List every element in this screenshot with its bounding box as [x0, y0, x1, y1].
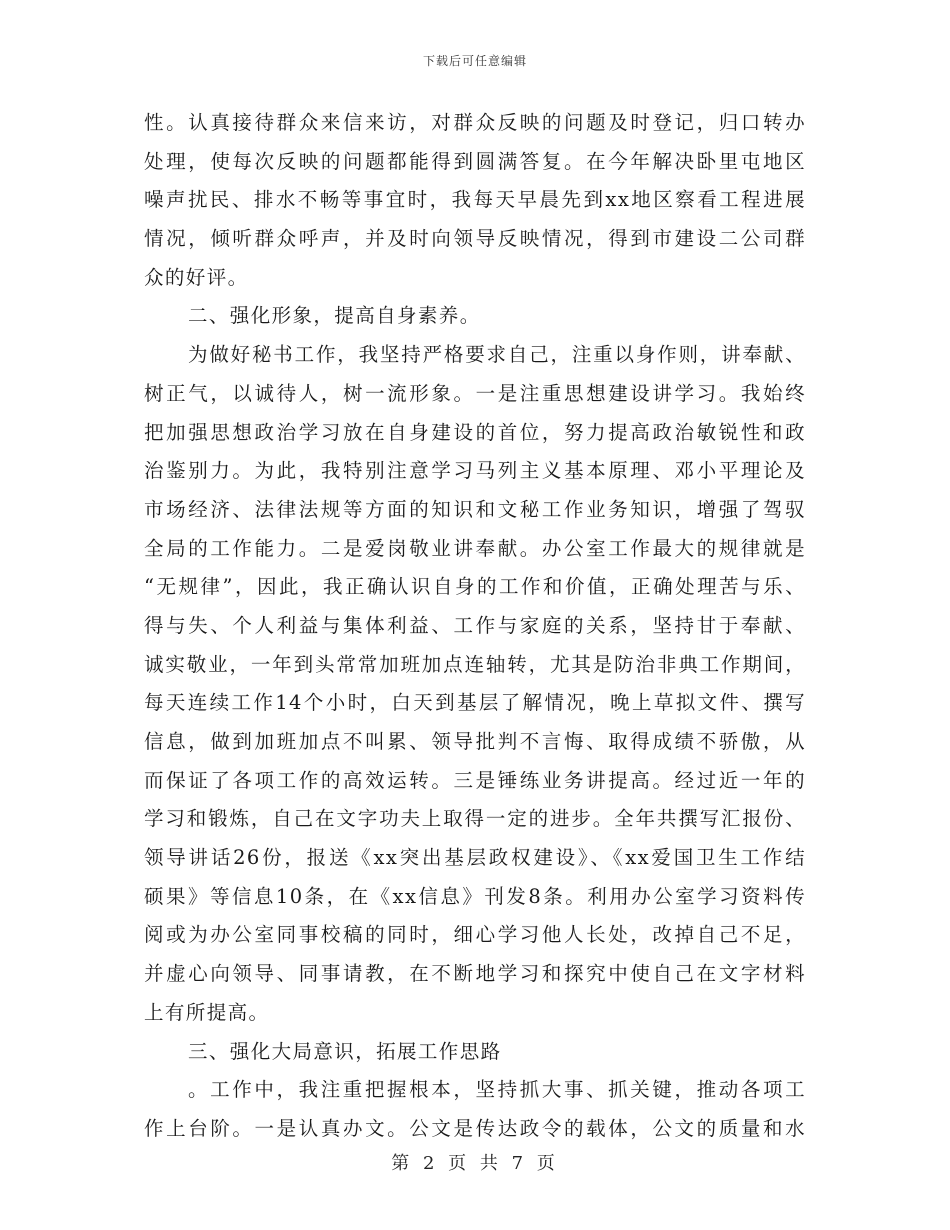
paragraph-line: 学习和锻炼，自己在文字功夫上取得一定的进步。全年共撰写汇报份、 — [144, 807, 806, 831]
paragraph-line: 。工作中，我注重把握根本，坚持抓大事、抓关键，推动各项工 — [188, 1078, 806, 1102]
paragraph-line: 情况，倾听群众呼声，并及时向领导反映情况，得到市建设二公司群 — [144, 227, 806, 251]
page-number: 第 2 页 共 7 页 — [391, 1153, 559, 1174]
paragraph-line: 领导讲话26份，报送《xx突出基层政权建设》、《xx爱国卫生工作结 — [144, 846, 806, 870]
paragraph-line: 处理，使每次反映的问题都能得到圆满答复。在今年解决卧里屯地区 — [144, 149, 806, 173]
section-heading: 二、强化形象，提高自身素养。 — [188, 304, 481, 328]
paragraph-line: 诚实敬业，一年到头常常加班加点连轴转，尤其是防治非典工作期间， — [144, 652, 806, 676]
paragraph-line: 全局的工作能力。二是爱岗敬业讲奉献。办公室工作最大的规律就是 — [144, 536, 806, 560]
paragraph-line: “无规律”，因此，我正确认识自身的工作和价值，正确处理苦与乐、 — [144, 575, 806, 599]
paragraph-line: 把加强思想政治学习放在自身建设的首位，努力提高政治敏锐性和政 — [144, 420, 806, 444]
paragraph-line: 市场经济、法律法规等方面的知识和文秘工作业务知识，增强了驾驭 — [144, 497, 806, 521]
paragraph-line: 上有所提高。 — [144, 1000, 270, 1024]
paragraph-line: 性。认真接待群众来信来访，对群众反映的问题及时登记，归口转办 — [144, 111, 806, 134]
section-heading: 三、强化大局意识，拓展工作思路 — [188, 1039, 502, 1063]
header-note: 下载后可任意编辑 — [422, 54, 527, 68]
paragraph-line: 为做好秘书工作，我坚持严格要求自己，注重以身作则，讲奉献、 — [188, 343, 806, 367]
paragraph-line: 每天连续工作14个小时，白天到基层了解情况，晚上草拟文件、撰写 — [144, 691, 806, 715]
document-body — [144, 104, 806, 1149]
paragraph-line: 而保证了各项工作的高效运转。三是锤练业务讲提高。经过近一年的 — [144, 768, 806, 792]
paragraph-line: 作上台阶。一是认真办文。公文是传达政令的载体，公文的质量和水 — [144, 1116, 806, 1140]
paragraph-line: 治鉴别力。为此，我特别注意学习马列主义基本原理、邓小平理论及 — [144, 459, 806, 483]
paragraph-line: 得与失、个人利益与集体利益、工作与家庭的关系，坚持甘于奉献、 — [144, 613, 806, 637]
paragraph-line: 众的好评。 — [144, 265, 249, 289]
paragraph-line: 噪声扰民、排水不畅等事宜时，我每天早晨先到xx地区察看工程进展 — [144, 188, 806, 212]
paragraph-line: 阅或为办公室同事校稿的同时，细心学习他人长处，改掉自己不足， — [144, 923, 806, 947]
paragraph-line: 硕果》等信息10条，在《xx信息》刊发8条。利用办公室学习资料传 — [144, 884, 806, 908]
paragraph-line: 树正气，以诚待人，树一流形象。一是注重思想建设讲学习。我始终 — [144, 381, 806, 405]
paragraph-line: 并虚心向领导、同事请教，在不断地学习和探究中使自己在文字材料 — [144, 962, 806, 986]
paragraph-line: 信息，做到加班加点不叫累、领导批判不言悔、取得成绩不骄傲，从 — [144, 730, 806, 753]
